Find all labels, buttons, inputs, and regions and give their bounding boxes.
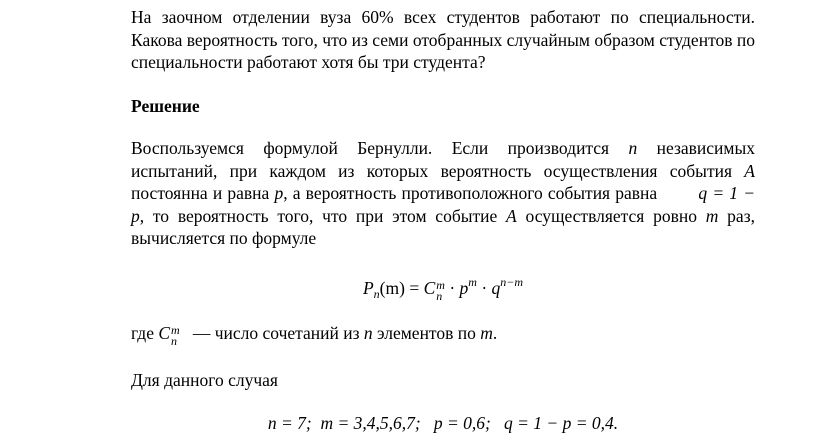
var-n: n bbox=[628, 138, 638, 158]
solution-heading: Решение bbox=[131, 95, 200, 116]
formula-eq: = bbox=[404, 277, 424, 298]
given-values bbox=[131, 411, 755, 435]
var-A-2: A bbox=[506, 205, 517, 226]
where-paragraph bbox=[131, 322, 755, 347]
bernoulli-formula bbox=[131, 270, 755, 306]
var-A: A bbox=[744, 160, 755, 181]
formula-q-sup: n−m bbox=[500, 274, 524, 289]
where-C-sup: m bbox=[171, 322, 180, 337]
bernoulli-paragraph bbox=[131, 137, 755, 250]
formula-C-sup: m bbox=[436, 277, 445, 292]
formula-dot-1: · bbox=[444, 277, 460, 298]
problem-statement: На заочном отделении вуза 60% всех студентов работают по специальности. Какова вероятность того, что из семи отобранных случайным образом студентов по специальности работают хотя бы три студента? bbox=[131, 7, 755, 72]
formula-q: q bbox=[491, 277, 501, 298]
where-text-3: элементов по bbox=[372, 322, 481, 343]
formula-arg: (m) bbox=[379, 277, 405, 298]
value-q: q = 1 − p = 0,4. bbox=[504, 413, 619, 433]
value-p: p = 0,6; bbox=[433, 413, 491, 433]
var-m: m bbox=[705, 205, 719, 226]
value-n: n = 7; bbox=[267, 413, 312, 433]
formula-P: P bbox=[362, 277, 374, 298]
formula-p: p bbox=[459, 277, 469, 298]
bernoulli-text-5: , то вероятность того, что при этом событие bbox=[139, 205, 507, 226]
bernoulli-text-6: осуществляется ровно bbox=[516, 205, 706, 226]
formula-C-indices bbox=[436, 277, 445, 303]
where-C-indices bbox=[171, 322, 180, 348]
where-m: m bbox=[480, 322, 493, 343]
q-definition: q = 1 − p bbox=[131, 183, 756, 226]
formula-C: C bbox=[423, 277, 436, 298]
document-page bbox=[131, 6, 755, 435]
where-text-1: где bbox=[131, 322, 159, 343]
where-text-4: . bbox=[492, 322, 498, 343]
value-m: m = 3,4,5,6,7; bbox=[320, 413, 421, 433]
where-n: n bbox=[363, 322, 373, 343]
formula-p-sup: m bbox=[468, 274, 477, 289]
var-p: p bbox=[274, 183, 284, 203]
where-C-sub: n bbox=[171, 333, 178, 348]
formula-P-sub: n bbox=[373, 286, 380, 301]
case-paragraph: Для данного случая bbox=[131, 369, 278, 390]
where-text-2: — число сочетаний из bbox=[188, 322, 364, 343]
formula-C-sub: n bbox=[436, 288, 443, 303]
where-C: C bbox=[158, 322, 171, 343]
bernoulli-text-2: независимых испытаний, при каждом из которых вероятность осуществления события bbox=[131, 138, 756, 181]
bernoulli-text-3: постоянна и равна bbox=[131, 183, 275, 203]
bernoulli-text-4: , а вероятность противоположного события равна bbox=[283, 183, 663, 203]
bernoulli-text-7: раз, вычисляется по формуле bbox=[131, 205, 755, 248]
formula-dot-2: · bbox=[476, 277, 492, 298]
bernoulli-text-1: Воспользуемся формулой Бернулли. Если производится bbox=[131, 138, 629, 158]
